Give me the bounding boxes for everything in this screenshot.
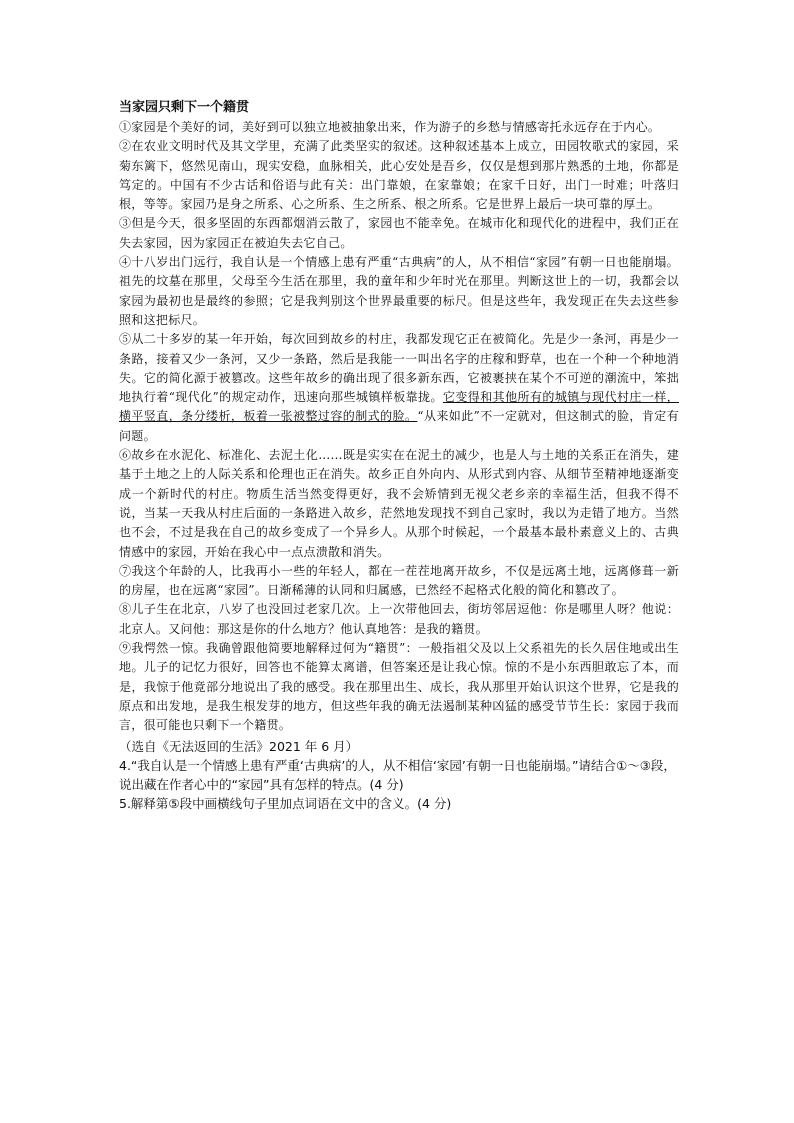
paragraph-3: ③但是今天，很多坚固的东西都烟消云散了，家园也不能幸免。在城市化和现代化的进程中，我们正在失去家园，因为家园正在被迫失去它自己。 [119,216,679,250]
underlined-sentence: 它变得和其他所有的城镇与现代村庄一样，横平竖直，条分缕析，板着一张被整过容的制式的脸。 [119,390,680,424]
paragraph-5: ⑤从二十多岁的某一年开始，每次回到故乡的村庄，我都发现它正在被简化。先是少一条河，再是少一条路，接着又少一条河，又少一条路，然后是我能一一叫出名字的庄稼和野草，也在一个种一个种地消失。它的简化源于被篡改。这些年故乡的确出现了很多新东西，它被裹挟在某个不可逆的潮流中，笨拙地执行着“现代化”的规定动作，迅速向那些城镇样板靠拢。它变得和其他所有的城镇与现代村庄一样，横平竖直，条分缕析，板着一张被整过容的制式的脸。“从来如此”不一定就对，但这制式的脸，肯定有问题。 [119,332,680,443]
paragraph-2: ②在农业文明时代及其文学里，充满了此类坚实的叙述。这种叙述基本上成立，田园牧歌式的家园，采菊东篱下，悠然见南山，现实安稳，血脉相关，此心安处是吾乡，仅仅是想到那片熟悉的土地，你都是笃定的。中国有不少古话和俗语与此有关：出门靠娘，在家靠娘；在家千日好，出门一时难；叶落归根，等等。家园乃是身之所系、心之所系、生之所系、根之所系。它是世界上最后一块可靠的厚土。 [119,139,679,212]
article-title: 当家园只剩下一个籍贯 [119,100,250,115]
question-5: 5.解释第⑤段中画横线句子里加点词语在文中的含义。(4 分) [119,795,452,811]
paragraph-1: ①家园是个美好的词，美好到可以独立地被抽象出来，作为游子的乡愁与情感寄托永远存在于内心。 [119,120,661,134]
document-page [119,98,679,813]
paragraph-8: ⑧儿子生在北京，八岁了也没回过老家几次。上一次带他回去，街坊邻居逗他：你是哪里人呀？他说：北京人。又问他：那这是你的什么地方？他认真地答：是我的籍贯。 [119,602,679,636]
question-4: 4.“我自认是一个情感上患有严重‘古典病’的人，从不相信‘家园’有朝一日也能崩塌。”请结合①～③段，说出藏在作者心中的“家园”具有怎样的特点。(4 分) [119,757,676,792]
paragraph-7: ⑦我这个年龄的人，比我再小一些的年轻人，都在一茬茬地离开故乡，不仅是远离土地，远离修葺一新的房屋，也在远离“家园”。日渐稀薄的认同和归属感，已然经不起格式化般的简化和篡改了。 [119,563,679,598]
article-body [119,118,679,736]
source-note: （选自《无法返回的生活》2021 年 6 月） [119,738,359,754]
paragraph-6: ⑥故乡在水泥化、标准化、去泥土化……既是实实在在泥土的减少，也是人与土地的关系正在消失，建基于土地之上的人际关系和伦理也正在消失。故乡正自外向内、从形式到内容、从细节至精神地逐渐变成一个新时代的村庄。物质生活当然变得更好，我不会矫情到无视父老乡亲的幸福生活，但我不得不说，当某一天我从村庄后面的一条路进入故乡，茫然地发现找不到自己家时，我以为走错了地方。当然也不会，不过是我在自己的故乡变成了一个异乡人。从那个时候起，一个最基本最朴素意义上的、古典情感中的家园，开始在我心中一点点溃散和消失。 [119,448,679,559]
paragraph-4: ④十八岁出门远行，我自认是一个情感上患有严重“古典病”的人，从不相信“家园”有朝一日也能崩塌。祖先的坟墓在那里，父母至今生活在那里，我的童年和少年时光在那里。判断这世上的一切，我都会以家园为最初也是最终的参照；它是我判别这个世界最重要的标尺。但是这些年，我发现正在失去这些参照和这把标尺。 [119,255,679,327]
paragraph-9: ⑨我愕然一惊。我确曾跟他简要地解释过何为“籍贯”：一般指祖父及以上父系祖先的长久居住地或出生地。儿子的记忆力很好，回答也不能算太离谱，但答案还是让我心惊。惊的不是小东西胆敢忘了本，而是，我惊于他竟部分地说出了我的感受。我在那里出生、成长，我从那里开始认识这个世界，它是我的原点和出发地，是我生根发芽的地方，但这些年我的确无法遏制某种凶猛的感受节节生长：家园于我而言，很可能也只剩下一个籍贯。 [119,641,679,733]
